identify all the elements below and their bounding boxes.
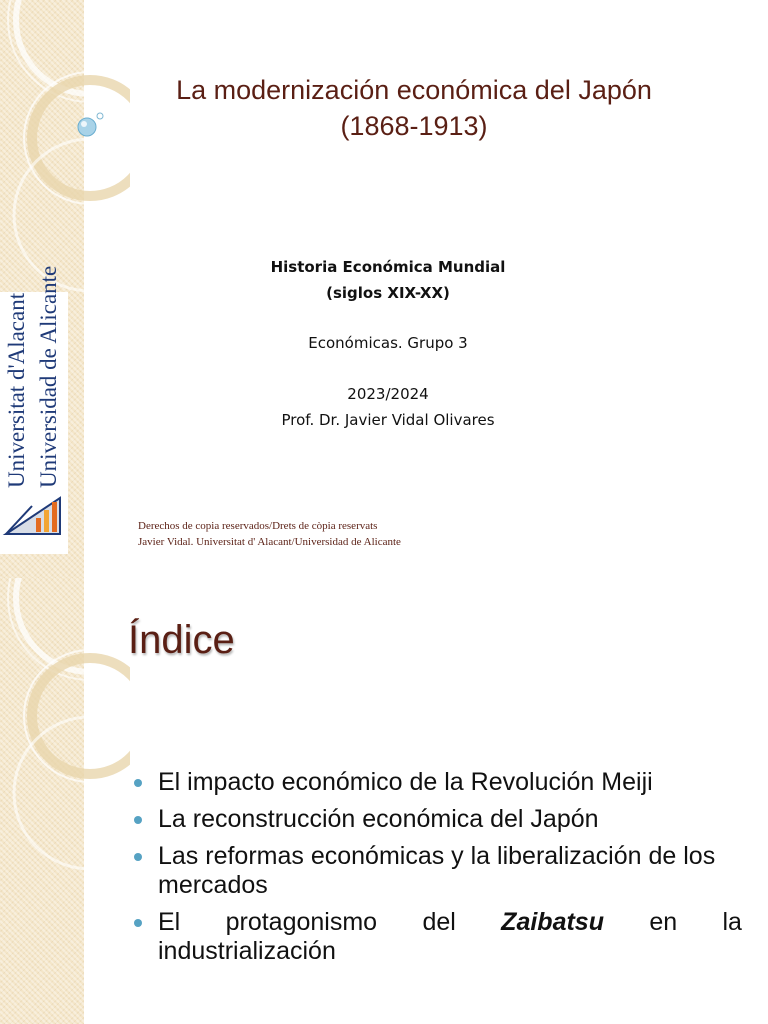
list-item [134, 908, 742, 966]
course-period: (siglos XIX-XX) [326, 284, 450, 302]
degree-group: Económicas. Grupo 3 [308, 334, 468, 352]
index-title: Índice [128, 618, 235, 662]
logo-text-valencian: Universitat d'Alacant [4, 292, 29, 488]
index-slide [0, 578, 768, 1024]
list-item [134, 842, 742, 900]
course-name: Historia Económica Mundial [270, 258, 506, 276]
list-item [134, 768, 742, 797]
academic-year: 2023/2024 [347, 385, 429, 403]
list-item-word: en [649, 908, 678, 936]
list-item-word: El [158, 908, 181, 936]
list-item-text: La reconstrucción económica del Japón [158, 805, 599, 833]
list-item-line-1 [158, 908, 742, 937]
logo-text-spanish: Universidad de Alicante [36, 265, 61, 488]
list-item-word: del [422, 908, 456, 936]
decorative-rings [0, 578, 130, 1024]
university-logo [0, 265, 68, 554]
bullet-icon [134, 853, 142, 861]
list-item-line-2: industrialización [158, 937, 336, 965]
bullet-icon [134, 779, 142, 787]
list-item [134, 805, 742, 834]
index-list [134, 768, 742, 974]
list-item-text: Las reformas económicas y la liberalización de los mercados [158, 842, 716, 899]
university-emblem-icon [2, 492, 64, 538]
bullet-icon [134, 816, 142, 824]
title-line-1: La modernización económica del Japón [176, 75, 652, 105]
bullet-icon [134, 919, 142, 927]
list-item-word: protagonismo [225, 908, 378, 936]
copyright-line-2: Javier Vidal. Universitat d' Alacant/Universidad de Alicante [138, 536, 401, 548]
list-item-text: El impacto económico de la Revolución Meiji [158, 768, 653, 796]
zaibatsu-emphasis: Zaibatsu [501, 908, 604, 936]
list-item-word: la [722, 908, 742, 936]
presentation-title [104, 72, 724, 144]
title-line-2: (1868-1913) [340, 111, 488, 141]
professor-name: Prof. Dr. Javier Vidal Olivares [281, 411, 495, 429]
copyright-line-1: Derechos de copia reservados/Drets de còpia reservats [138, 520, 378, 532]
copyright-note [138, 520, 438, 548]
